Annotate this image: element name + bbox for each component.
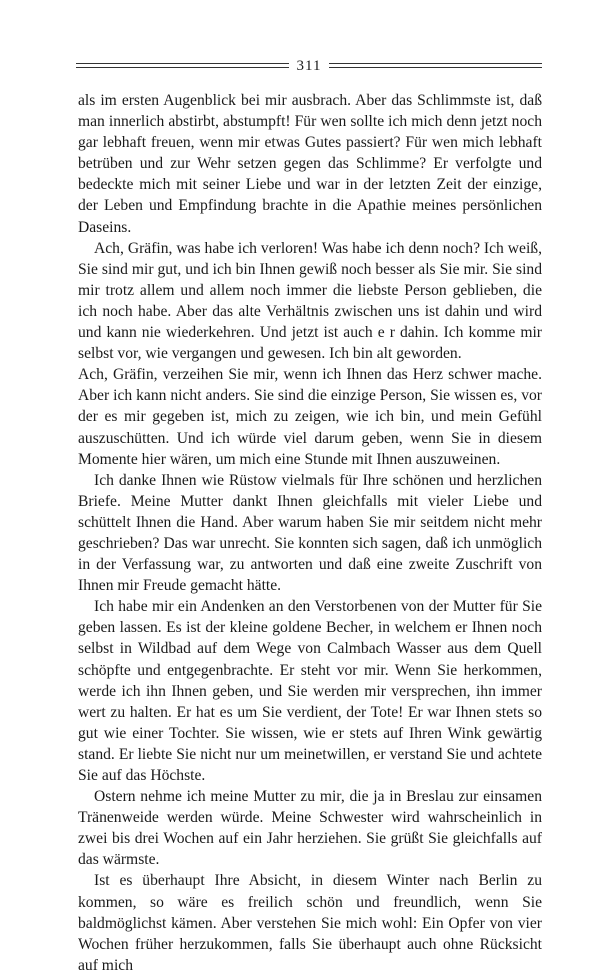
header-rule-right	[329, 63, 542, 69]
paragraph: Ich habe mir ein Andenken an den Verstorbenen von der Mutter für Sie geben lassen. Es ist der kleine goldene Becher, in welchem er Ihnen noch selbst in Wildbad auf dem Wege von Calmbach Wasser aus dem Quell schöpfte und entgegenbrachte. Er steht vor mir. Wenn Sie herkommen, werde ich ihn Ihnen geben, und Sie werden mir versprechen, ihn immer wert zu halten. Er hat es um Sie verdient, der Tote! Er war Ihnen stets so gut wie einer Tochter. Sie wissen, wie er stets auf Ihren Wink gewärtig stand. Er liebte Sie nicht nur um meinetwillen, er verstand Sie und achtete Sie auf das Höchste.	[78, 598, 542, 784]
paragraph: Ach, Gräfin, verzeihen Sie mir, wenn ich Ihnen das Herz schwer mache. Aber ich kann nicht anders. Sie sind die einzige Person, Sie wissen es, vor der es mir gegeben ist, mich zu zeigen, wie ich bin, und mein Gefühl auszuschütten. Und ich würde viel darum geben, wenn Sie in diesem Momente hier wären, um mich eine Stunde mit Ihnen auszuweinen.	[78, 366, 542, 468]
running-head	[76, 56, 542, 76]
paragraph: Ist es überhaupt Ihre Absicht, in diesem Winter nach Berlin zu kommen, so wäre es freilich schön und freundlich, wenn Sie baldmöglichst kämen. Aber verstehen Sie mich wohl: Ein Opfer von vier Wochen früher herzukommen, falls Sie überhaupt auch ohne Rücksicht auf mich	[78, 872, 542, 974]
paragraph: Ach, Gräfin, was habe ich verloren! Was habe ich denn noch? Ich weiß, Sie sind mir gut, und ich bin Ihnen gewiß noch besser als Sie mir. Sie sind mir trotz allem und allem noch immer die liebste Person geblieben, die ich noch habe. Aber das alte Verhältnis zwischen uns ist dahin und wird und kann nie wiederkehren. Und jetzt ist auch e r dahin. Ich komme mir selbst vor, wie vergangen und gewesen. Ich bin alt geworden.	[78, 239, 542, 363]
page-number: 311	[296, 58, 322, 74]
header-rule-left	[76, 63, 289, 69]
paragraph: Ostern nehme ich meine Mutter zu mir, die ja in Breslau zur einsamen Tränenweide werden würde. Meine Schwester wird wahrscheinlich in zwei bis drei Wochen auf ein Jahr herziehen. Sie grüßt Sie gleichfalls auf das wärmste.	[78, 788, 542, 869]
paragraph: Ich danke Ihnen wie Rüstow vielmals für Ihre schönen und herzlichen Briefe. Meine Mutter dankt Ihnen gleichfalls mit vieler Liebe und schüttelt Ihnen die Hand. Aber warum haben Sie mir seitdem nicht mehr geschrieben? Das war unrecht. Sie konnten sich sagen, daß ich unmöglich in der Verfassung war, zu antworten und daß eine zweite Zuschrift von Ihnen mir Freude gemacht hätte.	[78, 471, 542, 595]
body-text	[78, 90, 542, 976]
paragraph: als im ersten Augenblick bei mir ausbrach. Aber das Schlimmste ist, daß man innerlich abstirbt, abstumpft! Für wen sollte ich mich denn jetzt noch gar lebhaft freuen, wenn mir etwas Gutes passiert? Für wen mich lebhaft betrüben und zur Wehr setzen gegen das Schlimme? Er verfolgte und bedeckte mich mit seiner Liebe und war in der letzten Zeit der einzige, der Leben und Empfindung brachte in die Apathie meines persönlichen Daseins.	[78, 92, 542, 236]
